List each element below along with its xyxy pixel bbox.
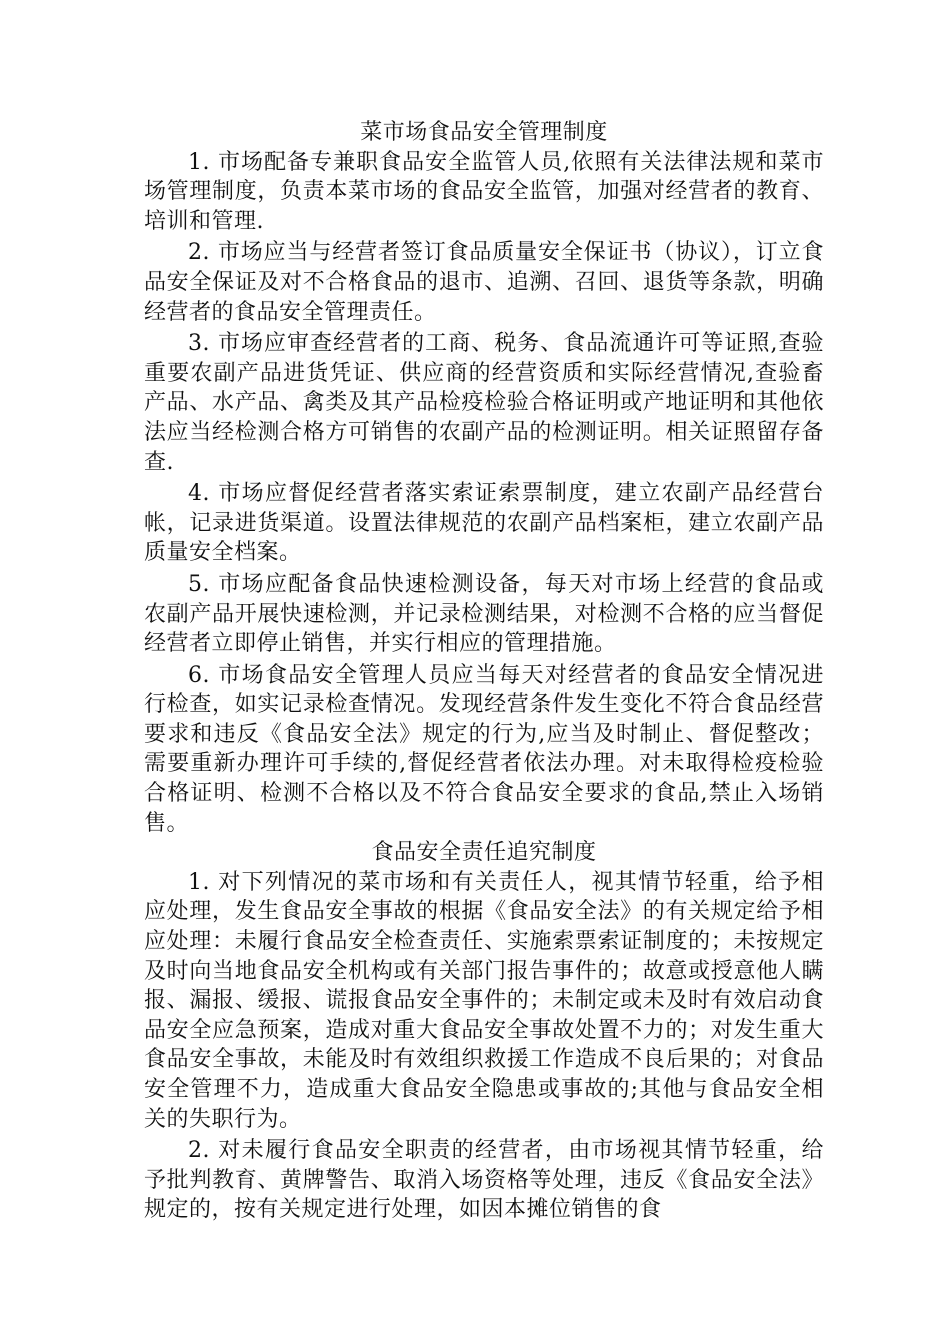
paragraph: 5. 市场应配备食品快速检测设备，每天对市场上经营的食品或农副产品开展快速检测，并记录检测结果，对检测不合格的应当督促经营者立即停止销售，并实行相应的管理措施。 xyxy=(144,571,824,657)
paragraph: 2. 市场应当与经营者签订食品质量安全保证书（协议），订立食品安全保证及对不合格食品的退市、追溯、召回、退货等条款，明确经营者的食品安全管理责任。 xyxy=(144,240,824,325)
section-title-accountability: 食品安全责任追究制度 xyxy=(371,840,597,866)
paragraph: 3. 市场应审查经营者的工商、税务、食品流通许可等证照,查验重要农副产品进货凭证、供应商的经营资质和实际经营情况,查验畜产品、水产品、禽类及其产品检疫检验合格证明或产地证明和其他依法应当经检测合格方可销售的农副产品的检测证明。相关证照留存备查. xyxy=(144,331,824,475)
section-title-market-food-safety: 菜市场食品安全管理制度 xyxy=(360,120,608,145)
paragraph: 4. 市场应督促经营者落实索证索票制度，建立农副产品经营台帐，记录进货渠道。设置法律规范的农副产品档案柜，建立农副产品质量安全档案。 xyxy=(144,481,824,566)
paragraph: 2. 对未履行食品安全职责的经营者，由市场视其情节轻重，给予批判教育、黄牌警告、取消入场资格等处理，违反《食品安全法》规定的，按有关规定进行处理，如因本摊位销售的食 xyxy=(144,1138,824,1223)
paragraph: 1. 对下列情况的菜市场和有关责任人，视其情节轻重，给予相应处理，发生食品安全事故的根据《食品安全法》的有关规定给予相应处理：未履行食品安全检查责任、实施索票索证制度的；未按规定及时向当地食品安全机构或有关部门报告事件的；故意或授意他人瞒报、漏报、缓报、谎报食品安全事件的；未制定或未及时有效启动食品安全应急预案，造成对重大食品安全事故处置不力的；对发生重大食品安全事故，未能及时有效组织救援工作造成不良后果的；对食品安全管理不力，造成重大食品安全隐患或事故的;其他与食品安全相关的失职行为。 xyxy=(144,869,824,1132)
paragraph: 1. 市场配备专兼职食品安全监管人员,依照有关法律法规和菜市场管理制度，负责本菜市场的食品安全监管，加强对经营者的教育、培训和管理. xyxy=(144,149,824,234)
paragraph: 6. 市场食品安全管理人员应当每天对经营者的食品安全情况进行检查，如实记录检查情况。发现经营条件发生变化不符合食品经营要求和违反《食品安全法》规定的行为,应当及时制止、督促整改；需要重新办理许可手续的,督促经营者依法办理。对未取得检疫检验合格证明、检测不合格以及不符合食品安全要求的食品,禁止入场销售。 xyxy=(144,662,824,836)
document-body xyxy=(144,118,824,1225)
